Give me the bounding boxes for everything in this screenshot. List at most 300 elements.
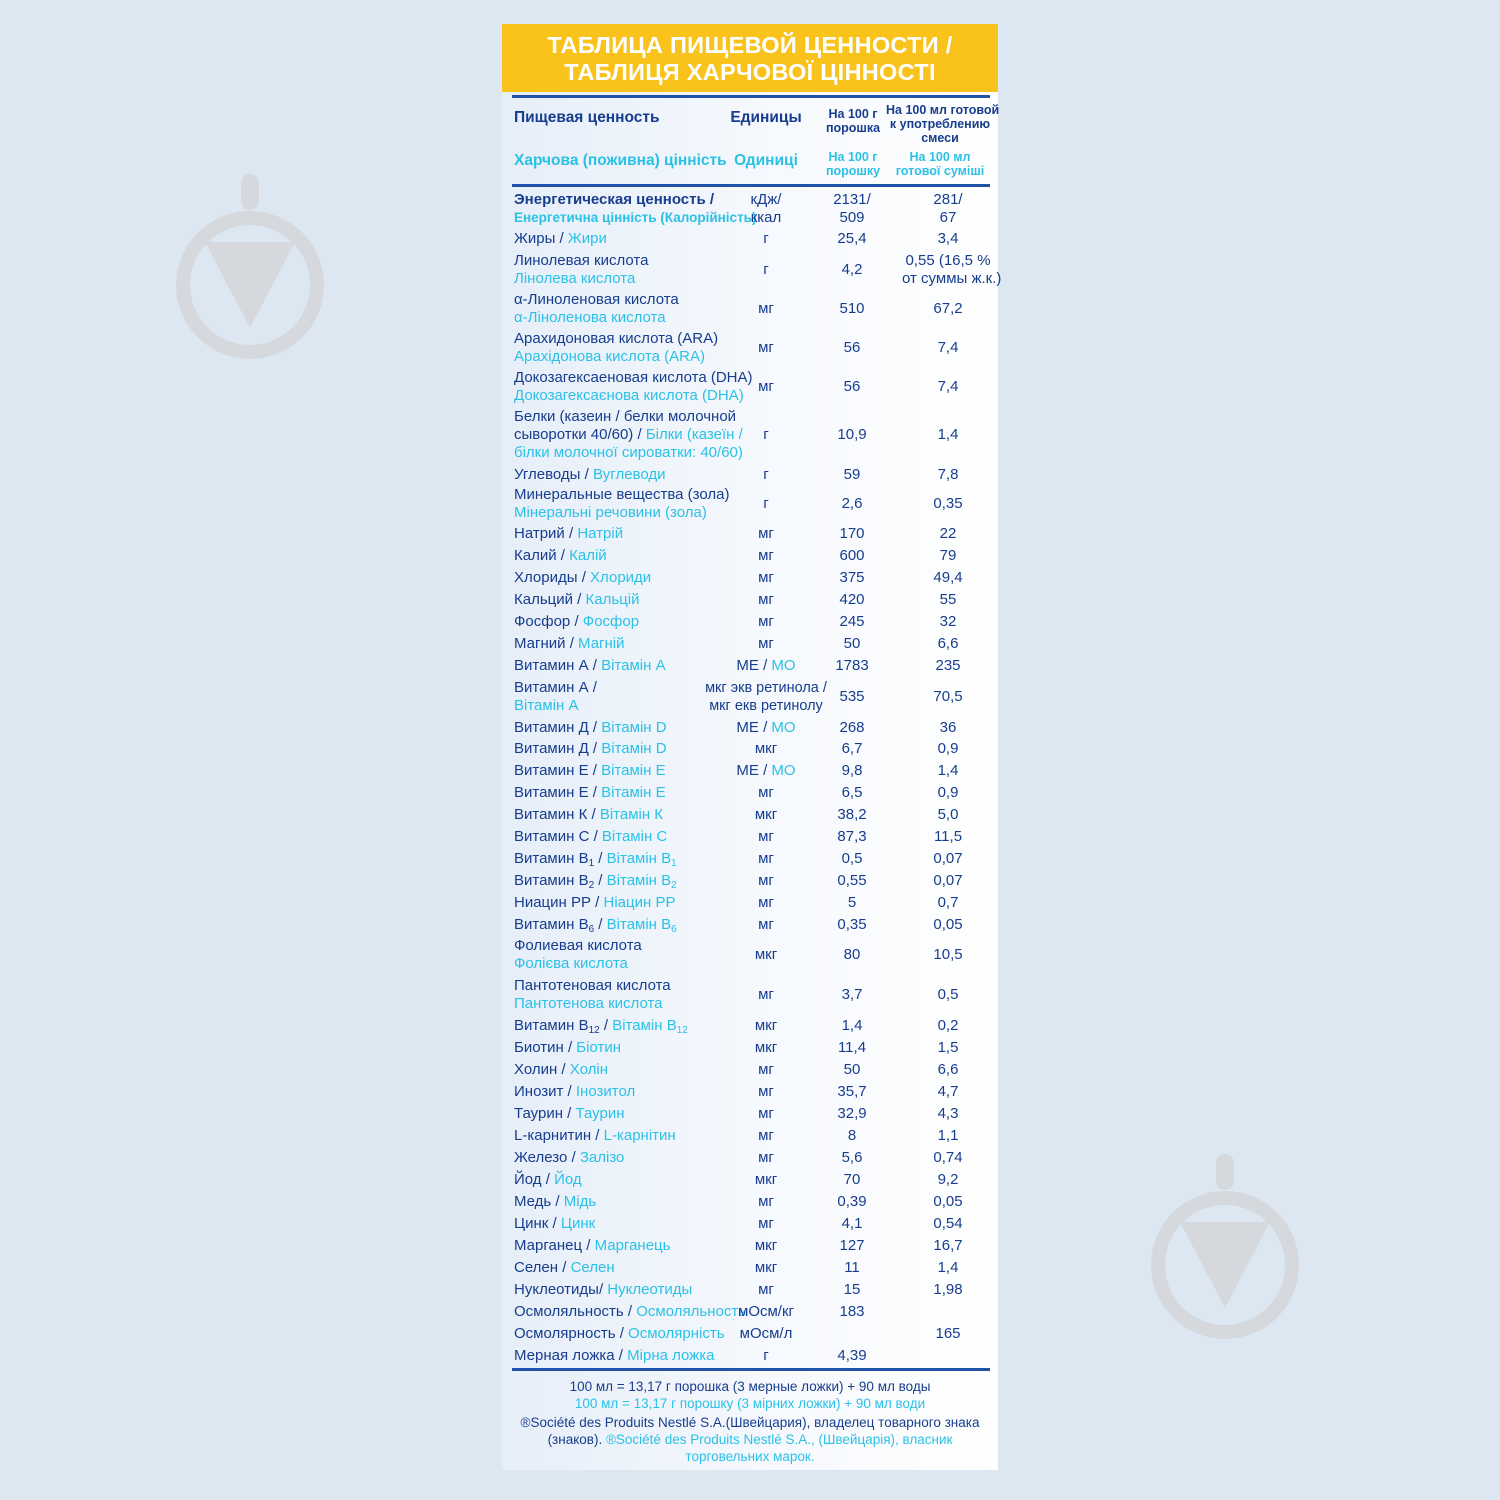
per-100g-value: 375	[839, 569, 865, 586]
per-100g-cell	[802, 426, 902, 444]
per-100g-value: 10,9	[837, 426, 867, 443]
per-100g-value: 70	[843, 1171, 861, 1188]
nutrient-name-ua: Холін	[569, 1061, 608, 1078]
nutrient-name-ua: Пантотенова кислота	[514, 994, 663, 1012]
header-ready-ru: На 100 мл готовой к употреблению смеси	[886, 103, 1000, 145]
per-100ml-value: 6,6	[937, 635, 959, 652]
per-100ml-cell	[902, 1259, 998, 1277]
per-100g-value: 510	[839, 300, 865, 317]
nutrient-name-ru: Витамин В	[514, 850, 589, 867]
unit-cell	[730, 261, 802, 279]
nutrient-name-ua: Вітамін D	[601, 740, 667, 757]
nutrient-name-ru: Цинк	[514, 1215, 549, 1232]
unit-value: мг	[758, 378, 774, 395]
header-name-ua: Харчова (поживна) цінність	[514, 152, 727, 169]
unit-cell	[730, 762, 802, 780]
unit-cell	[730, 466, 802, 484]
nutrient-name-ru: Осмолярность	[514, 1325, 616, 1342]
separator: /	[589, 828, 602, 845]
unit-cell	[730, 1259, 802, 1277]
per-100g-cell	[802, 872, 902, 890]
per-100ml-value: 7,4	[937, 339, 959, 356]
per-100ml-value-2: от суммы ж.к.)	[902, 269, 1002, 287]
separator: /	[588, 718, 602, 736]
nutrition-label-panel	[502, 24, 1002, 1470]
unit-value: мг	[758, 916, 774, 933]
per-100g-cell	[802, 261, 902, 279]
footer-ratio-ua: 100 мл = 13,17 г порошку (3 мірних ложки) + 90 мл води	[574, 1396, 926, 1411]
table-row	[502, 485, 998, 523]
nutrient-name	[502, 806, 730, 824]
table-row	[502, 974, 998, 1015]
per-100ml-cell	[902, 378, 998, 396]
per-100ml-value: 0,9	[937, 784, 959, 801]
per-100ml-cell	[902, 740, 998, 758]
per-100ml-cell	[902, 986, 998, 1004]
nutrient-name-ua: Арахідонова кислота (ARA)	[514, 348, 705, 365]
unit-value: мг	[758, 339, 774, 356]
unit-value: мОсм/л	[739, 1325, 793, 1342]
nutrient-name	[502, 657, 730, 675]
per-100ml-value: 3,4	[937, 229, 959, 247]
separator: /	[555, 229, 568, 247]
unit-cell	[730, 1061, 802, 1079]
per-100g-value: 268	[839, 718, 865, 736]
subscript: 6	[671, 924, 677, 935]
table-row	[502, 545, 998, 567]
per-100ml-cell	[902, 1193, 998, 1211]
per-100g-cell	[802, 1171, 902, 1189]
nutrient-name-ua: Вітамін А	[601, 656, 666, 674]
unit-value: мкг	[754, 946, 778, 963]
nutrient-name-ru: Линолевая кислота	[514, 251, 649, 269]
per-100ml-value: 9,2	[937, 1171, 959, 1188]
nutrient-name-ru: Витамин А	[514, 656, 589, 674]
nutrient-name-ru: Жиры	[514, 229, 556, 247]
unit-value: мг	[758, 1281, 774, 1298]
per-100g-cell	[802, 1193, 902, 1211]
header-powder-ru: На 100 г порошка	[825, 107, 881, 135]
footer-trademark-ru-2: (знаков).	[547, 1432, 603, 1447]
nutrient-name-ru: Инозит	[514, 1083, 564, 1100]
per-100ml-cell	[902, 1061, 998, 1079]
per-100g-value: 535	[839, 687, 865, 705]
nutrient-name	[502, 1039, 730, 1057]
nutrient-name	[502, 1083, 730, 1101]
unit-value: г	[763, 229, 769, 247]
nutrient-name-ru: Витамин В	[514, 916, 589, 933]
table-row	[502, 760, 998, 782]
nutrient-name-ru: Витамин С	[514, 828, 590, 845]
separator: /	[588, 740, 602, 757]
unit-ru: МЕ	[736, 762, 759, 779]
nutrient-name	[502, 1281, 730, 1299]
unit-ua: МО	[771, 718, 796, 736]
nutrient-name	[502, 1149, 730, 1167]
nutrient-name	[502, 828, 730, 846]
per-100g-cell	[802, 1259, 902, 1277]
per-100ml-value: 22	[939, 525, 957, 542]
unit-value: мг	[758, 569, 774, 586]
nutrient-name	[502, 937, 730, 973]
per-100ml-cell	[902, 850, 998, 868]
header-name-ru: Пищевая ценность	[514, 109, 660, 126]
per-100g-value: 87,3	[837, 828, 867, 845]
unit-cell	[730, 591, 802, 609]
unit-value: г	[763, 495, 769, 512]
per-100ml-value: 7,4	[937, 378, 959, 395]
per-100ml-value: 0,9	[937, 740, 959, 757]
unit-cell	[730, 525, 802, 543]
nutrient-name-ru: Магний	[514, 635, 566, 652]
table-row	[502, 249, 1002, 290]
table-row	[502, 1059, 998, 1081]
per-100g-cell	[802, 946, 902, 964]
per-100g-value-2: 509	[839, 208, 865, 226]
nutrient-name-ru: Арахидоновая кислота (ARA)	[514, 330, 719, 347]
unit-value: мг	[758, 894, 774, 911]
separator: /	[580, 465, 593, 483]
per-100ml-cell	[902, 784, 998, 802]
per-100ml-value: 0,05	[933, 916, 963, 933]
table-row	[502, 717, 998, 738]
per-100ml-cell	[902, 916, 998, 934]
per-100g-value: 35,7	[837, 1083, 867, 1100]
table-row	[502, 892, 998, 914]
table-row	[502, 782, 998, 804]
separator: /	[567, 1149, 580, 1166]
nutrient-name-ua: Біотин	[576, 1039, 622, 1056]
nutrient-name-ua: Натрій	[577, 525, 624, 542]
unit-value: мг	[758, 985, 774, 1003]
table-row	[502, 464, 998, 485]
header-unit-ru: Единицы	[730, 109, 802, 126]
table-row	[502, 523, 998, 545]
subscript: 1	[671, 858, 677, 869]
title-line-ua: ТАБЛИЦЯ ХАРЧОВОЇ ЦІННОСТІ	[564, 59, 936, 85]
nutrient-name	[502, 977, 730, 1013]
per-100g-cell	[802, 719, 902, 737]
per-100ml-value: 235	[935, 656, 961, 674]
nutrient-name-ru: Фолиевая кислота	[514, 937, 642, 954]
table-row	[502, 1301, 998, 1323]
per-100ml-value: 1,4	[937, 1259, 959, 1276]
subscript: 1	[588, 858, 595, 869]
separator: /	[594, 872, 607, 889]
per-100g-cell	[802, 495, 902, 513]
nutrient-name	[502, 525, 730, 543]
per-100g-value: 56	[843, 339, 861, 356]
nutrient-name-ua: Вітамін В	[612, 1017, 677, 1034]
per-100g-value: 2131/	[833, 190, 871, 208]
per-100ml-cell	[902, 828, 998, 846]
table-row	[502, 633, 998, 655]
per-100ml-value: 165	[935, 1325, 961, 1342]
per-100g-cell	[802, 525, 902, 543]
per-100g-cell	[802, 1215, 902, 1233]
per-100g-cell	[802, 1083, 902, 1101]
nutrient-name-ua: Кальцій	[585, 591, 640, 608]
footer-trademark-ru-1: ®Société des Produits Nestlé S.A.(Швейцария), владелец товарного знака	[520, 1415, 980, 1430]
per-100g-cell	[802, 916, 902, 934]
per-100ml-value: 1,4	[937, 762, 959, 779]
unit-cell	[730, 230, 802, 248]
per-100ml-cell	[902, 1281, 998, 1299]
unit-cell	[730, 191, 802, 227]
separator: /	[557, 1061, 570, 1078]
unit-cell	[730, 719, 802, 737]
per-100ml-value: 5,0	[937, 806, 959, 823]
nutrient-name-ua: Осмоляльность	[636, 1303, 747, 1320]
separator: /	[564, 525, 578, 542]
unit-value: г	[763, 465, 769, 483]
per-100ml-value: 36	[939, 718, 957, 736]
unit-value: мг	[758, 1215, 774, 1232]
unit-value: г	[763, 426, 769, 443]
per-100g-cell	[802, 1127, 902, 1145]
nutrient-name-ua: Марганець	[594, 1237, 671, 1254]
table-row	[502, 1037, 998, 1059]
per-100g-cell	[802, 1237, 902, 1255]
nutrient-name	[502, 486, 730, 522]
table-row	[502, 406, 998, 464]
separator: /	[614, 1347, 628, 1364]
nutrient-name-ru: Витамин А /	[514, 678, 597, 696]
table-row	[502, 1345, 998, 1367]
per-100g-value: 600	[839, 547, 865, 564]
nutrient-name-ua: Вітамін D	[601, 718, 667, 736]
per-100g-cell	[802, 569, 902, 587]
nutrient-name	[502, 591, 730, 609]
footer-ratio-ru: 100 мл = 13,17 г порошка (3 мерные ложки) + 90 мл воды	[569, 1379, 931, 1394]
nutrient-name-ua: Залізо	[579, 1149, 625, 1166]
separator: /	[599, 1017, 613, 1034]
footer-trademark-mixed	[502, 1431, 998, 1448]
nutrient-name	[502, 252, 730, 288]
unit-ru: МЕ	[736, 718, 759, 736]
per-100ml-cell	[902, 569, 998, 587]
per-100g-cell	[802, 613, 902, 631]
separator: /	[758, 718, 772, 736]
per-100ml-value: 0,2	[937, 1017, 959, 1034]
nutrient-name	[502, 190, 757, 227]
nutrient-name	[502, 635, 730, 653]
table-row	[502, 870, 998, 892]
header-ready-ua: На 100 мл готової суміші	[895, 150, 985, 178]
nutrient-name-ua: Вітамін В	[606, 872, 672, 889]
unit-cell	[730, 946, 802, 964]
per-100g-cell	[802, 466, 902, 484]
per-100ml-value: 0,55 (16,5 %	[905, 251, 991, 269]
per-100g-value: 3,7	[841, 985, 863, 1003]
unit-cell	[730, 569, 802, 587]
per-100g-cell	[802, 806, 902, 824]
nutrient-name-ru: Натрий	[514, 525, 565, 542]
nutrient-name	[502, 569, 730, 587]
unit-ua: МО	[771, 762, 796, 779]
nutrient-name-ua: Цинк	[560, 1215, 596, 1232]
per-100ml-cell	[902, 466, 998, 484]
per-100g-cell	[802, 1061, 902, 1079]
per-100g-cell	[802, 1281, 902, 1299]
nutrient-name-ua: Вітамін В	[606, 916, 672, 933]
nutrient-name-ru: Пантотеновая кислота	[514, 976, 671, 994]
per-100g-value: 1,4	[841, 1017, 863, 1034]
per-100g-value: 170	[839, 525, 865, 542]
title-line-ru: ТАБЛИЦА ПИЩЕВОЙ ЦЕННОСТИ /	[547, 32, 953, 58]
separator: /	[623, 1303, 637, 1320]
nutrient-name	[502, 894, 730, 912]
unit-cell	[730, 1127, 802, 1145]
table-row	[502, 676, 998, 717]
unit-cell	[730, 1149, 802, 1167]
nutrient-name	[502, 466, 730, 484]
unit-cell	[730, 547, 802, 565]
per-100ml-cell	[902, 762, 998, 780]
separator: /	[588, 762, 602, 779]
per-100ml-value: 0,5	[937, 985, 959, 1003]
separator: /	[551, 1193, 564, 1210]
nutrient-name	[502, 408, 743, 462]
unit-value: мг	[758, 1105, 774, 1122]
nutrient-name-ua: Вітамін К	[599, 806, 664, 823]
unit-cell	[730, 894, 802, 912]
separator: /	[556, 547, 570, 564]
per-100ml-value: 67,2	[933, 300, 963, 317]
per-100ml-cell	[902, 688, 998, 706]
watermark-logo-right	[1150, 1150, 1300, 1340]
nutrient-name	[502, 547, 730, 565]
unit-cell	[730, 1325, 802, 1343]
table-row	[502, 1169, 998, 1191]
per-100g-value: 420	[839, 591, 865, 608]
unit-cell	[730, 1017, 802, 1035]
nutrient-name-ru: Витамин В	[514, 1017, 589, 1034]
per-100g-value: 11,4	[837, 1039, 867, 1056]
per-100g-value: 11	[844, 1259, 860, 1276]
unit-value: мг	[758, 1083, 774, 1100]
unit-value: мкг	[754, 740, 778, 757]
table-row	[502, 189, 998, 228]
per-100ml-cell	[902, 1127, 998, 1145]
per-100ml-value: 1,98	[933, 1281, 963, 1298]
per-100g-value: 32,9	[837, 1105, 867, 1122]
unit-value: мкг	[754, 806, 778, 823]
unit-cell	[730, 916, 802, 934]
footer-trademark-ua-2: торговельних марок.	[685, 1449, 815, 1464]
nutrient-name-ru: α-Линоленовая кислота	[514, 291, 679, 308]
nutrient-name-ru: Витамин К	[514, 806, 588, 823]
unit-cell	[730, 635, 802, 653]
nutrient-name-ru: Докозагексаеновая кислота (DHA)	[514, 369, 753, 386]
per-100g-value: 59	[843, 465, 861, 483]
unit-cell	[730, 1303, 802, 1321]
nutrient-name	[502, 330, 730, 366]
nutrient-name-ru-2: сыворотки 40/60) /	[514, 426, 642, 443]
nutrient-name-ua: Енергетична цінність (Калорійність)	[514, 209, 757, 225]
nutrient-name-ua: Магній	[578, 635, 625, 652]
nutrient-name-ua: Вітамін В	[606, 850, 672, 867]
per-100ml-cell	[902, 191, 998, 227]
nutrient-name-ua: Фосфор	[582, 613, 640, 630]
per-100g-value: 25,4	[837, 229, 867, 247]
table-row	[502, 290, 998, 328]
unit-cell	[730, 426, 802, 444]
header-unit-ua: Одиниці	[734, 152, 798, 169]
per-100ml-value-2: 67	[939, 208, 957, 226]
per-100ml-value: 0,74	[933, 1149, 963, 1166]
separator: /	[582, 1237, 595, 1254]
per-100ml-cell	[902, 1237, 998, 1255]
unit-cell	[730, 613, 802, 631]
table-row	[502, 567, 998, 589]
nutrient-name-ua: Калій	[569, 547, 607, 564]
per-100ml-value: 55	[939, 591, 957, 608]
separator: /	[548, 1215, 561, 1232]
table-row	[502, 589, 998, 611]
nutrient-name-ru: Селен	[514, 1259, 559, 1276]
nutrient-name	[502, 230, 730, 248]
nutrient-name-ua: Білки (казеїн /	[645, 426, 743, 443]
per-100ml-cell	[902, 1149, 998, 1167]
per-100g-cell	[802, 740, 902, 758]
per-100g-cell	[802, 1149, 902, 1167]
nutrient-name	[502, 872, 730, 890]
nutrient-name-ua: Ніацин РР	[603, 894, 676, 911]
nutrient-name-ru: Хлориды	[514, 569, 578, 586]
per-100ml-value: 6,6	[937, 1061, 959, 1078]
unit-value: кДж/	[750, 190, 782, 208]
unit-cell	[730, 1237, 802, 1255]
separator: /	[588, 784, 602, 801]
nutrient-name	[502, 762, 730, 780]
separator: /	[594, 916, 607, 933]
separator: /	[594, 850, 607, 867]
separator: /	[563, 1083, 576, 1100]
nutrient-name-ru: Витамин Д	[514, 740, 589, 757]
nutrient-name-ru: Витамин Е	[514, 762, 589, 779]
nutrient-name	[502, 784, 730, 802]
nutrient-name-ru: Мерная ложка	[514, 1347, 615, 1364]
per-100g-value: 0,5	[841, 850, 863, 867]
per-100g-cell	[802, 1105, 902, 1123]
per-100ml-value: 49,4	[933, 569, 963, 586]
per-100g-value: 2,6	[841, 495, 863, 512]
unit-ua: МО	[771, 656, 796, 674]
unit-cell	[730, 657, 802, 675]
per-100ml-cell	[902, 719, 998, 737]
per-100g-cell	[802, 894, 902, 912]
subscript: 2	[671, 880, 677, 891]
nutrient-name	[502, 1061, 730, 1079]
watermark-logo-left	[175, 170, 325, 360]
separator: /	[541, 1171, 555, 1188]
per-100g-cell	[802, 300, 902, 318]
unit-cell	[730, 1281, 802, 1299]
per-100g-cell	[802, 657, 902, 675]
per-100ml-value: 10,5	[933, 946, 963, 963]
nutrient-name-ru: Кальций	[514, 591, 573, 608]
table-row	[502, 611, 998, 633]
per-100ml-value: 0,35	[933, 495, 963, 512]
per-100g-cell	[802, 378, 902, 396]
table-row	[502, 848, 998, 870]
per-100ml-cell	[902, 894, 998, 912]
per-100g-value: 4,2	[841, 260, 863, 278]
nutrient-name-ru: Витамин Д	[514, 718, 589, 736]
table-row	[502, 1279, 998, 1301]
nutrient-name	[502, 291, 730, 327]
